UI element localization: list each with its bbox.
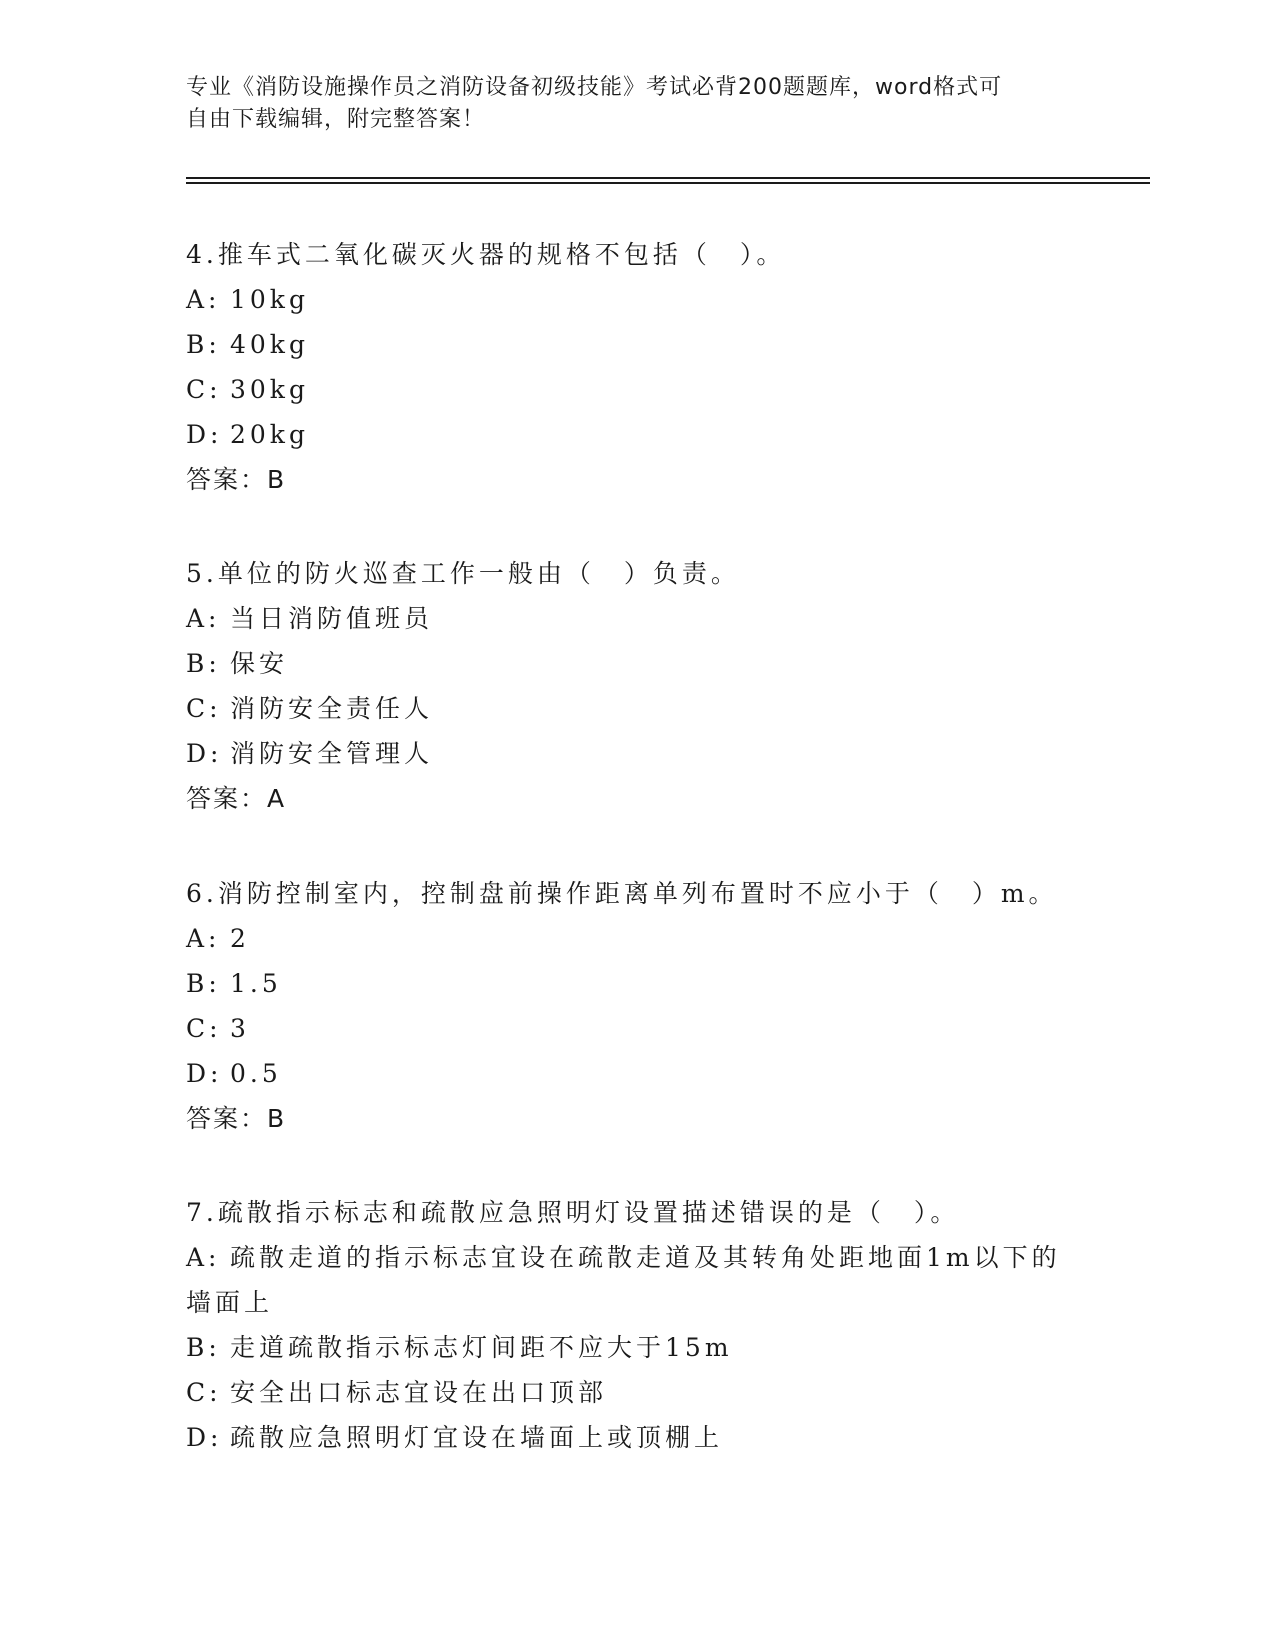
option-text: 0.5 <box>230 1059 282 1088</box>
answer-line: 答案：B <box>186 465 287 494</box>
option-c <box>186 367 1086 412</box>
option-text: 疏散走道的指示标志宜设在疏散走道及其转角处距地面1m以下的 <box>230 1243 1061 1272</box>
question-5 <box>186 551 1086 821</box>
option-c <box>186 1370 1086 1415</box>
option-a <box>186 596 1086 641</box>
question-text: 4.推车式二氧化碳灭火器的规格不包括（ ）。 <box>186 240 786 269</box>
option-b <box>186 322 1086 367</box>
option-letter: C: <box>186 375 222 404</box>
option-letter: C: <box>186 694 222 723</box>
option-b <box>186 1325 1086 1370</box>
option-d <box>186 731 1086 776</box>
option-text: 2 <box>230 924 250 953</box>
option-letter: C: <box>186 1378 222 1407</box>
question-text: 5.单位的防火巡查工作一般由（ ）负责。 <box>186 559 740 588</box>
option-text: 30kg <box>230 375 309 404</box>
option-text: 走道疏散指示标志灯间距不应大于15m <box>230 1333 733 1362</box>
option-text-continued: 墙面上 <box>186 1288 274 1317</box>
document-header <box>186 72 1086 136</box>
option-text: 40kg <box>230 330 309 359</box>
option-text: 消防安全管理人 <box>230 739 434 768</box>
option-text: 安全出口标志宜设在出口顶部 <box>230 1378 608 1407</box>
option-letter: B: <box>186 969 221 998</box>
header-line-1: 专业《消防设施操作员之消防设备初级技能》考试必背200题题库，word格式可 <box>186 75 1003 100</box>
option-letter: A: <box>186 604 221 633</box>
option-letter: A: <box>186 1243 221 1272</box>
option-text: 3 <box>230 1014 250 1043</box>
question-text: 6.消防控制室内，控制盘前操作距离单列布置时不应小于（ ）m。 <box>186 879 1058 908</box>
question-text: 7.疏散指示标志和疏散应急照明灯设置描述错误的是（ ）。 <box>186 1198 960 1227</box>
option-text: 消防安全责任人 <box>230 694 434 723</box>
option-c <box>186 1006 1086 1051</box>
option-d <box>186 1051 1086 1096</box>
option-b <box>186 641 1086 686</box>
option-text: 保安 <box>230 649 289 678</box>
option-letter: D: <box>186 1059 223 1088</box>
header-rule-top <box>186 177 1150 179</box>
option-text: 疏散应急照明灯宜设在墙面上或顶棚上 <box>230 1423 724 1452</box>
option-text: 1.5 <box>230 969 282 998</box>
option-letter: A: <box>186 285 221 314</box>
option-a <box>186 277 1086 322</box>
option-letter: D: <box>186 420 223 449</box>
option-letter: B: <box>186 330 221 359</box>
question-4 <box>186 232 1086 502</box>
option-d <box>186 412 1086 457</box>
header-rule-bottom <box>186 182 1150 184</box>
answer-line: 答案：B <box>186 1104 287 1133</box>
option-letter: D: <box>186 739 223 768</box>
question-6 <box>186 871 1086 1141</box>
option-a <box>186 1235 1086 1325</box>
option-text: 当日消防值班员 <box>230 604 434 633</box>
option-a <box>186 916 1086 961</box>
header-line-2: 自由下载编辑，附完整答案！ <box>186 107 486 132</box>
answer-line: 答案：A <box>186 784 287 813</box>
option-letter: B: <box>186 649 221 678</box>
option-letter: D: <box>186 1423 223 1452</box>
option-b <box>186 961 1086 1006</box>
question-7 <box>186 1190 1086 1460</box>
option-text: 10kg <box>230 285 309 314</box>
option-letter: B: <box>186 1333 221 1362</box>
option-text: 20kg <box>230 420 309 449</box>
option-c <box>186 686 1086 731</box>
option-d <box>186 1415 1086 1460</box>
option-letter: A: <box>186 924 221 953</box>
option-letter: C: <box>186 1014 222 1043</box>
